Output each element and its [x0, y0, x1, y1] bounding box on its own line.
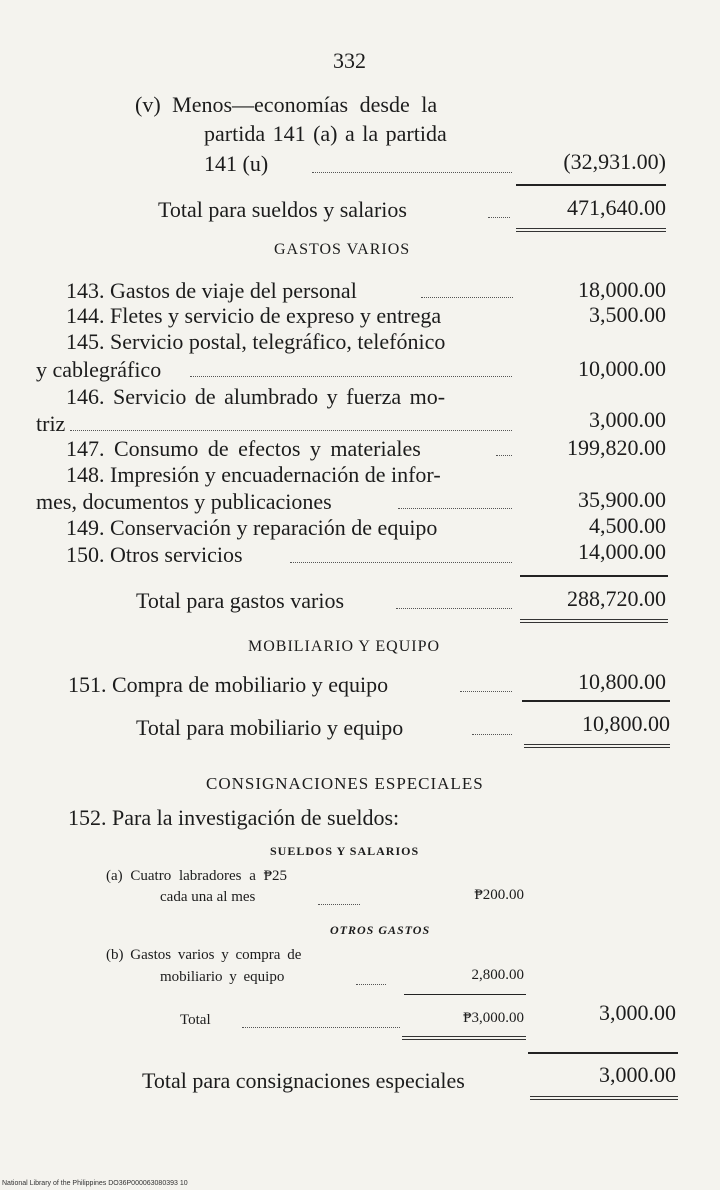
leader-dots — [472, 734, 512, 735]
sueldos-salarios-subheading: SUELDOS Y SALARIOS — [270, 844, 420, 858]
item-v-line2: partida 141 (a) a la partida — [204, 121, 447, 146]
gastos-item-148-cont: mes, documentos y publicaciones — [36, 489, 332, 514]
gastos-item-144: 144. Fletes y servicio de expreso y entrega — [66, 303, 442, 328]
total-mobiliario-amount: 10,800.00 — [582, 711, 670, 736]
leader-dots — [398, 508, 512, 509]
total-sueldos-label: Total para sueldos y salarios — [158, 197, 407, 222]
gastos-item-143: 143. Gastos de viaje del personal — [66, 278, 357, 303]
total-gastos-label: Total para gastos varios — [136, 588, 345, 613]
total-consignaciones-label: Total para consignaciones especiales — [142, 1068, 465, 1093]
leader-dots — [318, 904, 360, 905]
gastos-varios-heading: GASTOS VARIOS — [274, 241, 411, 258]
gastos-item-147-amount: 199,820.00 — [567, 435, 666, 460]
gastos-item-150: 150. Otros servicios — [66, 542, 243, 567]
gastos-item-149-amount: 4,500.00 — [589, 513, 666, 538]
leader-dots — [312, 172, 512, 173]
item-v-amount: (32,931.00) — [563, 149, 666, 174]
consignaciones-total-outer: 3,000.00 — [599, 1000, 676, 1025]
leader-dots — [460, 691, 512, 692]
sum-rule — [528, 1052, 678, 1054]
gastos-item-145-cont: y cablegráfico — [36, 357, 162, 382]
double-rule — [520, 619, 668, 623]
gastos-item-148-amount: 35,900.00 — [578, 487, 666, 512]
sum-rule — [522, 700, 670, 702]
double-rule — [402, 1036, 526, 1040]
sum-rule — [516, 184, 666, 186]
total-gastos-amount: 288,720.00 — [567, 586, 666, 611]
leader-dots — [488, 217, 510, 218]
gastos-item-144-amount: 3,500.00 — [589, 302, 666, 327]
mobiliario-heading: MOBILIARIO Y EQUIPO — [248, 638, 441, 655]
gastos-item-143-amount: 18,000.00 — [578, 277, 666, 302]
consignaciones-total-inner: ₱3,000.00 — [463, 1010, 524, 1026]
consignaciones-b-line1: (b) Gastos varios y compra de — [106, 947, 302, 963]
gastos-item-146-amount: 3,000.00 — [589, 407, 666, 432]
leader-dots — [242, 1027, 400, 1028]
consignaciones-heading: CONSIGNACIONES ESPECIALES — [206, 774, 484, 793]
gastos-item-146-cont: triz — [36, 411, 66, 436]
consignaciones-a-amount: ₱200.00 — [474, 887, 524, 903]
gastos-item-147: 147. Consumo de efectos y materiales — [66, 436, 421, 461]
leader-dots — [190, 376, 512, 377]
footer-library-stamp: National Library of the Philippines DO36P000063080393 10 — [2, 1180, 188, 1187]
total-consignaciones-amount: 3,000.00 — [599, 1062, 676, 1087]
gastos-item-145-amount: 10,000.00 — [578, 356, 666, 381]
gastos-item-149: 149. Conservación y reparación de equipo — [66, 515, 438, 540]
leader-dots — [356, 984, 386, 985]
leader-dots — [290, 562, 512, 563]
item-v-line3: 141 (u) — [204, 151, 269, 176]
gastos-item-148: 148. Impresión y encuadernación de infor- — [66, 462, 441, 487]
double-rule — [524, 744, 670, 748]
consignaciones-a-line2: cada una al mes — [160, 889, 256, 905]
double-rule — [516, 228, 666, 232]
sum-rule — [404, 994, 526, 995]
consignaciones-item-152: 152. Para la investigación de sueldos: — [68, 805, 400, 830]
mobiliario-item-151: 151. Compra de mobiliario y equipo — [68, 672, 389, 697]
leader-dots — [70, 430, 512, 431]
double-rule — [530, 1096, 678, 1100]
consignaciones-a-line1: (a) Cuatro labradores a ₱25 — [106, 868, 287, 884]
leader-dots — [396, 608, 512, 609]
consignaciones-total-word: Total — [180, 1012, 211, 1028]
consignaciones-b-line2: mobiliario y equipo — [160, 969, 285, 985]
consignaciones-b-amount: 2,800.00 — [471, 967, 524, 983]
sum-rule — [520, 575, 668, 577]
gastos-item-145: 145. Servicio postal, telegráfico, telefónico — [66, 329, 446, 354]
otros-gastos-subheading: OTROS GASTOS — [330, 923, 431, 937]
gastos-item-150-amount: 14,000.00 — [578, 539, 666, 564]
mobiliario-item-151-amount: 10,800.00 — [578, 669, 666, 694]
total-mobiliario-label: Total para mobiliario y equipo — [136, 715, 404, 740]
gastos-item-146: 146. Servicio de alumbrado y fuerza mo- — [66, 384, 446, 409]
page-number: 332 — [333, 48, 366, 73]
total-sueldos-amount: 471,640.00 — [567, 195, 666, 220]
leader-dots — [496, 455, 512, 456]
item-v-line1: (v) Menos—economías desde la — [135, 92, 438, 117]
leader-dots — [421, 297, 513, 298]
